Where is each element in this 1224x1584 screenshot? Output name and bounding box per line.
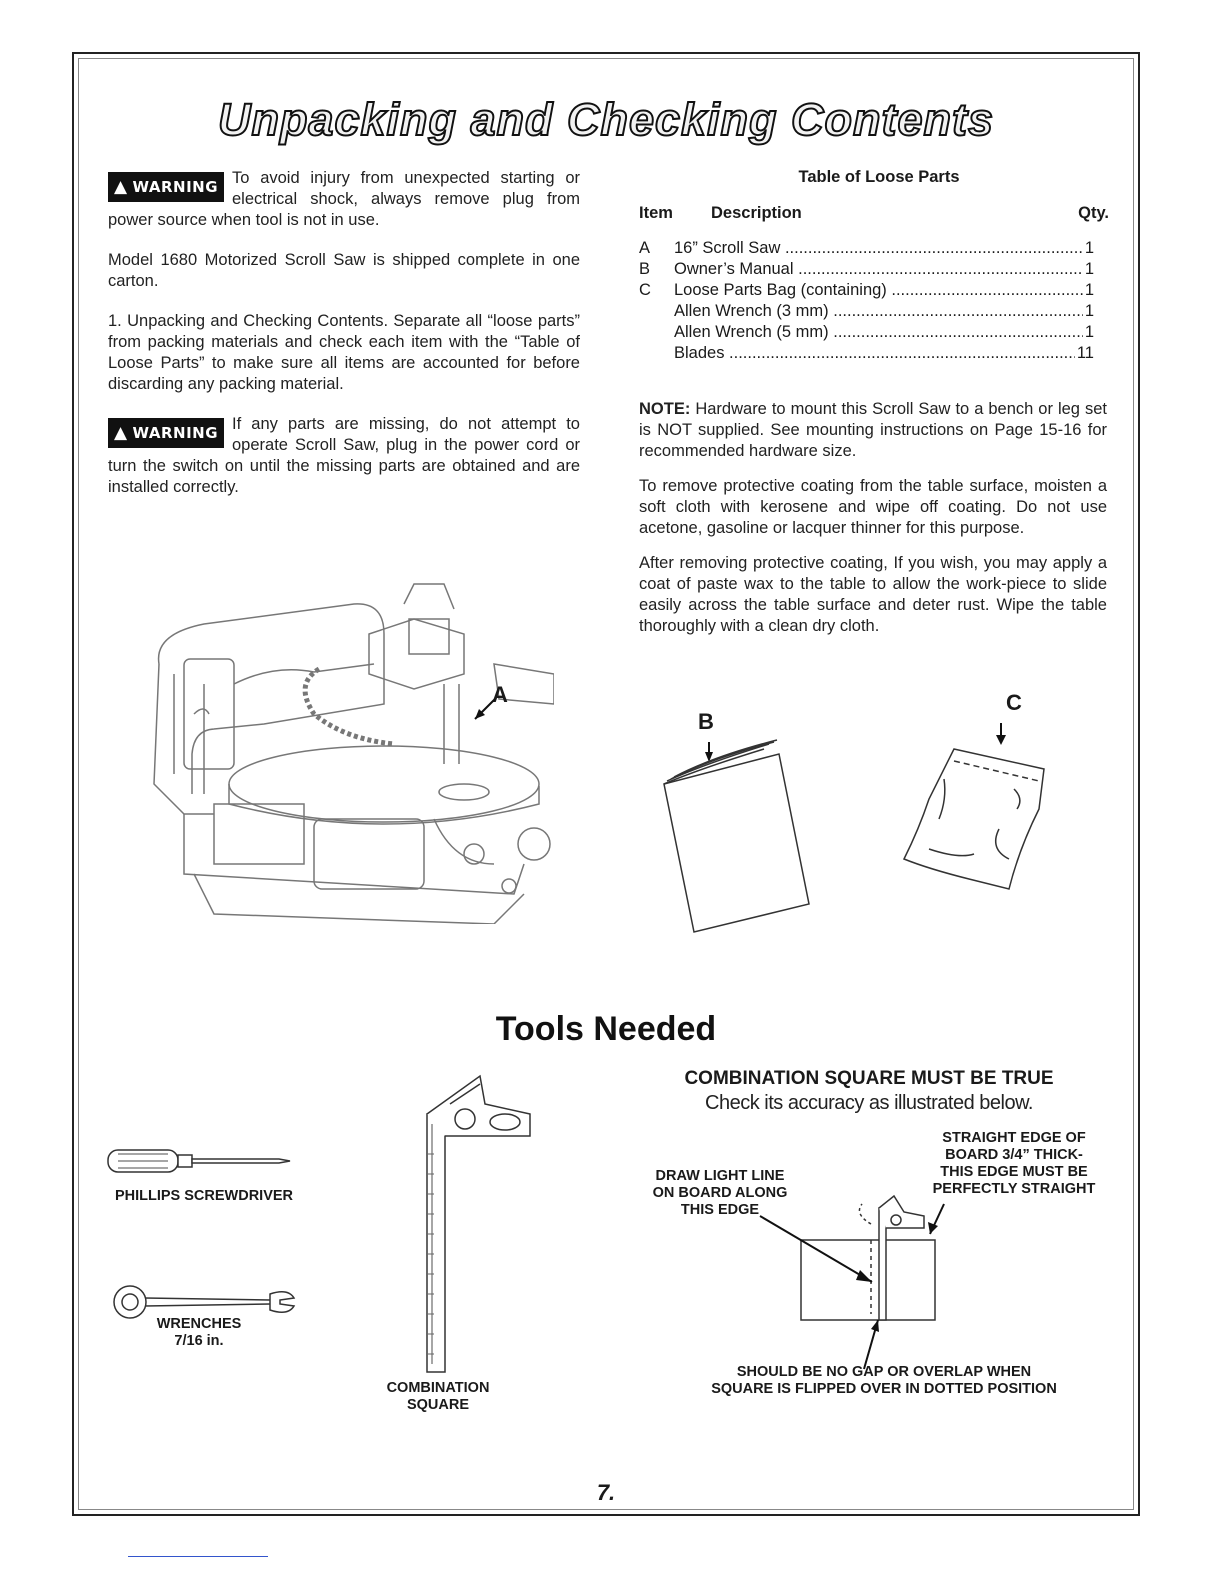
phillips-screwdriver-illustration xyxy=(104,1144,294,1178)
square-caption-line1: COMBINATION xyxy=(386,1380,490,1396)
straight-edge-line3: THIS EDGE MUST BE xyxy=(940,1164,1088,1180)
warning-badge xyxy=(108,418,224,448)
no-gap-caption xyxy=(644,1364,1124,1398)
table-row xyxy=(639,323,1094,344)
page-title: Unpacking and Checking Contents xyxy=(217,94,995,145)
table-header-qty: Qty. xyxy=(1078,204,1109,222)
wrenches-caption-line1: WRENCHES xyxy=(156,1316,242,1332)
straight-edge-line2: BOARD 3/4” THICK- xyxy=(945,1147,1083,1163)
page-frame xyxy=(72,52,1140,1516)
row-qty: 1 xyxy=(1084,281,1094,299)
warning-block-2 xyxy=(108,414,580,498)
wrenches-caption-line2: 7/16 in. xyxy=(174,1333,224,1349)
straight-edge-caption xyxy=(924,1130,1104,1198)
figure-label-c: C xyxy=(1006,690,1022,715)
table-row xyxy=(639,260,1094,281)
figure-label-b: B xyxy=(698,709,714,734)
row-description: 16” Scroll Saw ..... xyxy=(674,239,1083,260)
owners-manual-illustration xyxy=(659,734,829,934)
row-item: A xyxy=(639,239,651,257)
row-item xyxy=(639,344,674,365)
straight-edge-line4: PERFECTLY STRAIGHT xyxy=(932,1181,1096,1197)
table-row xyxy=(639,344,1094,365)
draw-line-caption-line3: THIS EDGE xyxy=(680,1202,760,1218)
square-caption-line2: SQUARE xyxy=(406,1397,470,1413)
figure-label-a: A xyxy=(492,682,508,707)
table-row xyxy=(639,239,1094,260)
warning-label: WARNING xyxy=(132,423,219,442)
row-qty: 1 xyxy=(1084,302,1094,320)
wrenches-caption xyxy=(134,1316,264,1350)
table-row xyxy=(639,302,1094,323)
row-qty: 1 xyxy=(1084,239,1094,257)
coating-paragraph: To remove protective coating from the table surface, moisten a soft cloth with kerosene and wipe off coating. Do not use acetone, gasoline or lacquer thinner for this purpose. xyxy=(639,477,1107,537)
row-item: B xyxy=(639,260,651,278)
row-item: C xyxy=(639,281,651,299)
warning-badge xyxy=(108,172,224,202)
warning-label: WARNING xyxy=(132,177,219,196)
warning-text-2: If any parts are missing, do not attempt to operate Scroll Saw, plug in the power cord or turn the switch on until the missing parts are obtained and are installed correctly. xyxy=(108,415,580,496)
no-gap-line1: SHOULD BE NO GAP OR OVERLAP WHEN xyxy=(736,1364,1032,1380)
draw-line-caption-line2: ON BOARD ALONG xyxy=(652,1185,788,1201)
row-qty: 1 xyxy=(1084,260,1094,278)
table-header-item: Item xyxy=(639,204,673,222)
note-label: NOTE: xyxy=(639,400,691,418)
scroll-saw-illustration xyxy=(114,564,554,924)
warning-triangle-icon: ▲ xyxy=(113,176,128,197)
warning-triangle-icon: ▲ xyxy=(113,422,128,443)
arrow-a-icon xyxy=(470,694,500,724)
tools-needed-heading: Tools Needed xyxy=(495,1010,717,1048)
no-gap-line2: SQUARE IS FLIPPED OVER IN DOTTED POSITION xyxy=(711,1381,1057,1397)
note-paragraph xyxy=(639,399,1107,462)
row-description: Allen Wrench (5 mm) ..... xyxy=(674,323,1083,344)
row-description: Owner’s Manual ..... xyxy=(674,260,1083,281)
table-row xyxy=(639,281,1094,302)
row-description: Blades ..... xyxy=(674,344,1075,365)
row-qty: 1 xyxy=(1084,323,1094,341)
combination-square-title: COMBINATION SQUARE MUST BE TRUE xyxy=(684,1068,1054,1089)
warning-text-1: To avoid injury from unexpected starting or electrical shock, always remove plug from power source when tool is not in use. xyxy=(108,169,580,229)
page-number: 7. xyxy=(596,1480,616,1505)
unpacking-paragraph: 1. Unpacking and Checking Contents. Separate all “loose parts” from packing materials and check each item with the “Table of Loose Parts” to make sure all items are accounted for before discarding any packing material. xyxy=(108,312,580,393)
footer-link-line xyxy=(128,1556,268,1557)
combination-square-illustration xyxy=(410,1074,536,1374)
square-check-diagram xyxy=(754,1194,954,1374)
table-title: Table of Loose Parts xyxy=(798,168,960,186)
loose-parts-bag-illustration xyxy=(899,719,1049,899)
note-text: Hardware to mount this Scroll Saw to a bench or leg set is NOT supplied. See mounting instructions on Page 15-16 for recommended hardware size. xyxy=(639,400,1107,460)
row-description: Allen Wrench (3 mm) ..... xyxy=(674,302,1083,323)
left-column xyxy=(108,168,580,517)
row-item xyxy=(639,302,674,323)
intro-paragraph: Model 1680 Motorized Scroll Saw is shipped complete in one carton. xyxy=(108,251,580,290)
row-item xyxy=(639,323,674,344)
straight-edge-line1: STRAIGHT EDGE OF xyxy=(942,1130,1086,1146)
row-description: Loose Parts Bag (containing) ..... xyxy=(674,281,1083,302)
table-header-description: Description xyxy=(711,204,802,222)
wax-paragraph: After removing protective coating, If you wish, you may apply a coat of paste wax to the table to allow the work-piece to slide easily across the table surface and deter rust. Wipe the table thoroughly with a clean dry cloth. xyxy=(639,554,1107,635)
warning-block-1 xyxy=(108,168,580,231)
combination-square-subtitle: Check its accuracy as illustrated below. xyxy=(705,1092,1033,1114)
draw-line-caption-line1: DRAW LIGHT LINE xyxy=(655,1168,785,1184)
screwdriver-caption: PHILLIPS SCREWDRIVER xyxy=(114,1188,294,1204)
row-qty: 11 xyxy=(1076,344,1094,362)
right-column xyxy=(639,399,1107,637)
combination-square-caption xyxy=(368,1380,508,1414)
